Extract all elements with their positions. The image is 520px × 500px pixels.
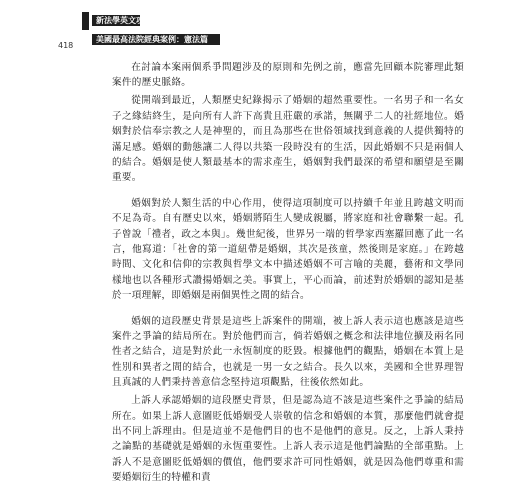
body-text — [112, 60, 464, 488]
running-header — [92, 8, 262, 46]
paragraph-1: 在討論本案兩個系爭問題涉及的原則和先例之前，應當先回顧本院審理此類案件的歷史脈絡。 — [112, 62, 464, 89]
paragraph-3: 婚姻對於人類生活的中心作用，使得這項制度可以持續千年並且跨越文明而不足為奇。自有歷史以來，婚姻將陌生人變成親屬，將家庭和社會聯繫一起。孔子曾說「禮者，政之本與」。幾世紀後，世界另一端的哲學家西塞羅回應了此一名言，他寫道：「社會的第一道紐帶是婚姻，其次是孩童，然後則是家庭。」在跨越時間、文化和信仰的宗教與哲學文本中描述婚姻不可言喻的美麗，藝術和文學同樣地也以各種形式讚揚婚姻之美。事實上，平心而論，前述對於婚姻的認知是基於一項理解，即婚姻是兩個異性之間的結合。 — [112, 197, 464, 302]
page-number: 418 — [58, 41, 74, 50]
paragraph-5: 上訴人承認婚姻的這段歷史背景，但是認為這不該是這些案件之爭論的結局所在。如果上訴人意圖貶低婚姻受人崇敬的信念和婚姻的本質，那麼他們就會提出不同上訴理由。但是這並不是他們目的也不是他們的意見。反之，上訴人秉持之論點的基礎就是婚姻的永恆重要性。上訴人表示這是他們論點的全部重點。上訴人不是意圖貶低婚姻的價值，他們要求許可同性婚姻，就是因為他們尊重和需要婚姻衍生的特權和責 — [112, 395, 464, 484]
paragraph-2: 從開端到最近，人類歷史紀錄揭示了婚姻的超然重要性。一名男子和一名女子之緣結終生，是向所有人許下高貴且莊嚴的承諾，無關乎二人的社經地位。婚姻對於信奉宗教之人是神聖的，而且為那些在世俗領域找到意義的人提供獨特的滿足感。婚姻的動態讓二人得以共築一段時没有的生活，因此婚姻不只是兩個人的結合。婚姻是使人類最基本的需求產生，婚姻對我們最深的希望和願望是至關重要。 — [112, 95, 464, 184]
book-title: 美國最高法院經典案例：憲法篇 — [92, 34, 220, 45]
header-marker — [82, 12, 89, 30]
series-title: 新法學英文攻略 — [92, 15, 140, 26]
paragraph-4: 婚姻的這段歷史背景是這些上訴案件的開端，被上訴人表示這也應該是這些案件之爭論的結局所在。對於他們而言，倘若婚姻之概念和法律地位擴及兩名同性者之結合，這是對於此一永恆制度的貶毀。根據他們的觀點，婚姻在本質上是性別和異者之間的結合，也就是一男一女之結合。長久以來，美國和全世界理智且真誠的人們秉持善意信念堅持這項觀點，往後依然如此。 — [112, 315, 464, 389]
